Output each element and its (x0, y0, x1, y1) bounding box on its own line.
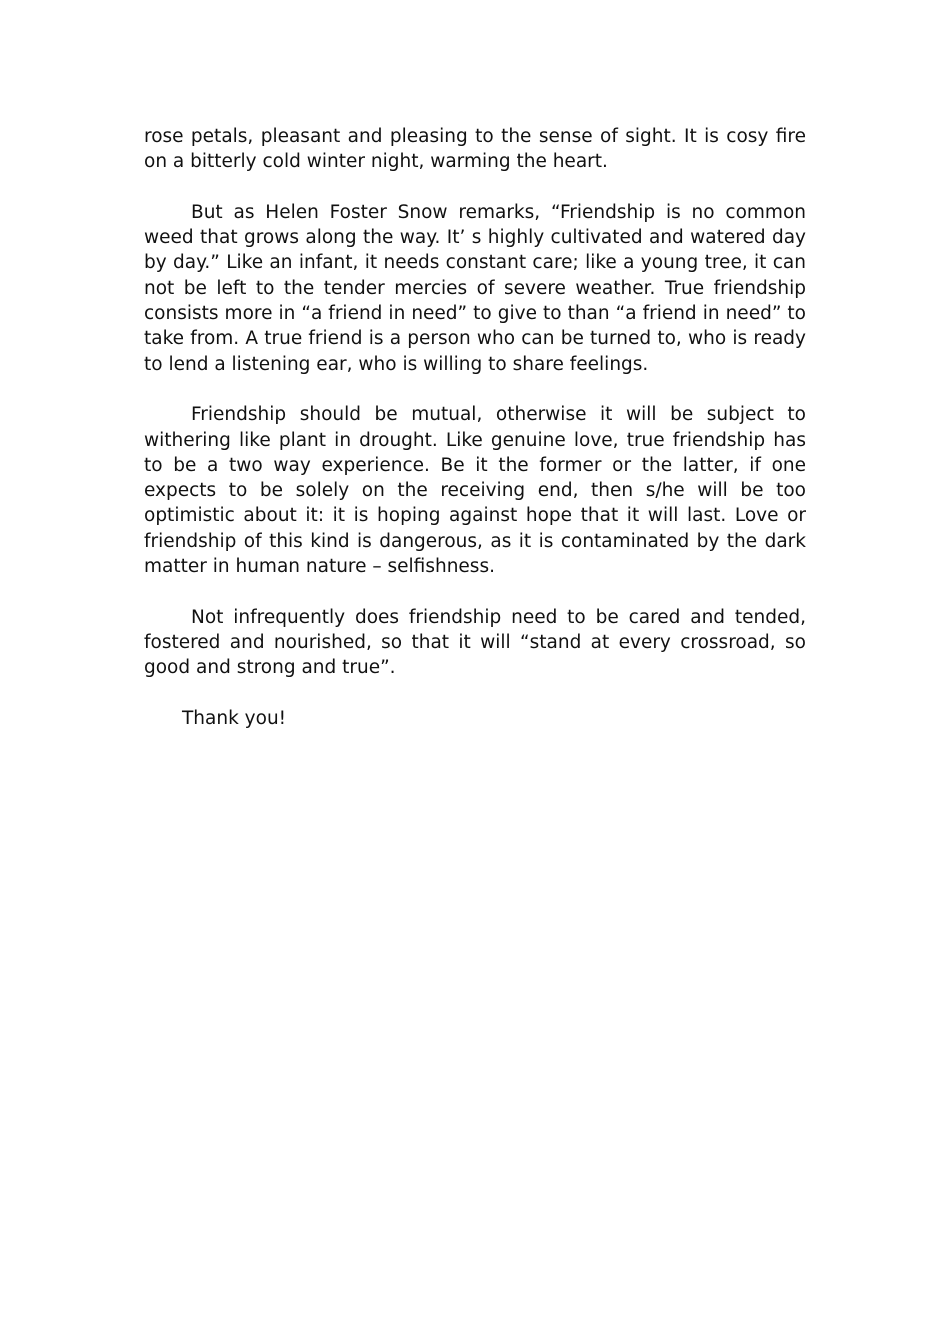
paragraph-2: But as Helen Foster Snow remarks, “Friendship is no common weed that grows along the way. It’ s highly cultivated and watered day by day.” Like an infant, it needs constant care; like a young tree, it can not be left to the tender mercies of severe weather. True friendship consists more in “a friend in need” to give to than “a friend in need” to take from. A true friend is a person who can be turned to, who is ready to lend a listening ear, who is willing to share feelings. (144, 201, 806, 375)
document-body (144, 124, 806, 731)
closing-line: Thank you! (182, 707, 287, 729)
paragraph-1: rose petals, pleasant and pleasing to the sense of sight. It is cosy fire on a bitterly cold winter night, warming the heart. (144, 126, 806, 173)
paragraph-3: Friendship should be mutual, otherwise it will be subject to withering like plant in drought. Like genuine love, true friendship has to be a two way experience. Be it the former or the latter, if one expects to be solely on the receiving end, then s/he will be too optimistic about it: it is hoping against hope that it will last. Love or friendship of this kind is dangerous, as it is contaminated by the dark matter in human nature – selfishness. (144, 404, 806, 578)
paragraph-4: Not infrequently does friendship need to be cared and tended, fostered and nourished, so that it will “stand at every crossroad, so good and strong and true”. (144, 606, 806, 679)
